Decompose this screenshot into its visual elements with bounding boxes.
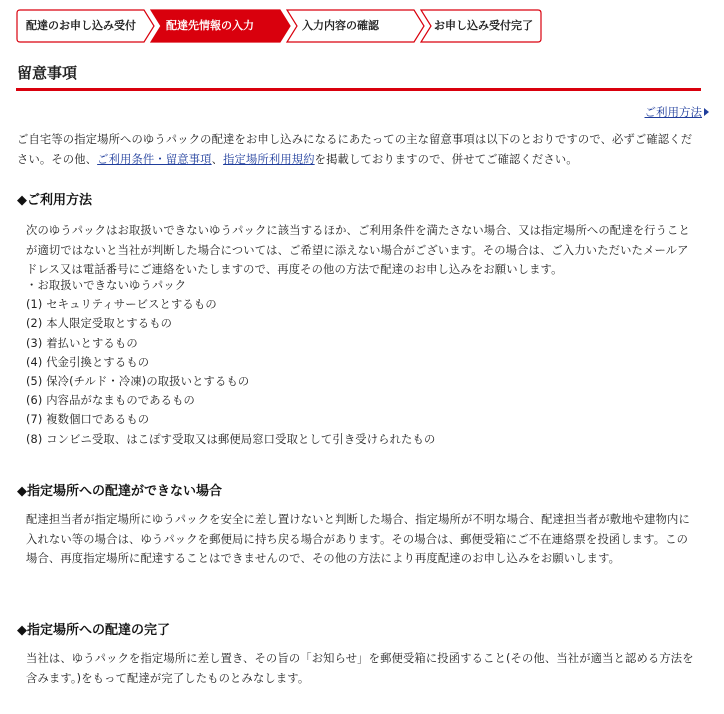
section-heading-completion: ◆指定場所への配達の完了 — [17, 623, 170, 638]
step-1 — [16, 9, 156, 43]
intro-text-1: ご自宅等の指定場所へのゆうパックの配達をお申し込みになるにあたっての主な留意事項は以下のとおりですので、必ずご確認ください。その他、 — [17, 133, 693, 166]
step-4-label: お申し込み受付完了 — [434, 19, 533, 32]
section-body-completion: 当社は、ゆうパックを指定場所に差し置き、その旨の「お知らせ」を郵便受箱に投函すること(その他、当社が適当と認める方法を含みます。)をもって配達が完了したものとみなします。 — [26, 652, 694, 685]
section-heading-undeliverable: ◆指定場所への配達ができない場合 — [17, 484, 222, 499]
designated-place-terms-link[interactable]: 指定場所利用規約 — [223, 153, 315, 166]
list-title: ・お取扱いできないゆうパック — [26, 279, 187, 292]
page-title: 留意事項 — [17, 64, 78, 82]
title-rule — [16, 88, 701, 91]
step-2 — [150, 9, 292, 43]
list-item: (3) 着払いとするもの — [26, 336, 138, 350]
list-item: (7) 複数個口であるもの — [26, 413, 150, 427]
intro-text-2: を掲載しておりますので、併せてご確認ください。 — [314, 153, 578, 166]
section-body-undeliverable: 配達担当者が指定場所にゆうパックを安全に差し置けないと判断した場合、指定場所が不明な場合、配達担当者が敷地や建物内に入れない等の場合は、ゆうパックを郵便局に持ち戻る場合があります。その場合は、郵便受箱にご不在連絡票を投函します。この場合、再度指定場所に配達することはできませんので、その他の方法により再度配達のお申し込みをお願いします。 — [26, 513, 690, 565]
step-4 — [420, 9, 542, 43]
usage-guide-link[interactable]: ご利用方法 — [644, 105, 702, 119]
list-item: (6) 内容品がなまものであるもの — [26, 394, 196, 408]
intro-text — [17, 130, 701, 170]
section-body-usage: 次のゆうパックはお取扱いできないゆうパックに該当するほか、ご利用条件を満たさない場合、又は指定場所への配達を行うことが適切ではないと当社が判断した場合については、ご希望に添えない場合がございます。その場合は、ご入力いただいたメールアドレス又は電話番号にご連絡をいたしますので、再度その他の方法で配達のお申し込みをお願いします。 — [26, 224, 690, 276]
arrow-right-icon — [704, 108, 709, 116]
list-item: (5) 保冷(チルド・冷凍)の取扱いとするもの — [26, 375, 250, 389]
step-2-label: 配達先情報の入力 — [166, 19, 254, 32]
step-1-label: 配達のお申し込み受付 — [26, 19, 136, 32]
list-item: (2) 本人限定受取とするもの — [26, 317, 173, 331]
list-item: (4) 代金引換とするもの — [26, 355, 150, 369]
intro-separator: 、 — [211, 153, 224, 166]
section-heading-usage: ◆ご利用方法 — [17, 193, 92, 208]
unsupported-list — [26, 276, 696, 449]
terms-link[interactable]: ご利用条件・留意事項 — [97, 153, 212, 166]
list-item: (1) セキュリティサービスとするもの — [26, 298, 217, 312]
step-3 — [286, 9, 426, 43]
step-indicator — [16, 9, 542, 43]
list-item: (8) コンビニ受取、はこぽす受取又は郵便局窓口受取として引き受けられたもの — [26, 432, 436, 446]
step-3-label: 入力内容の確認 — [302, 19, 379, 32]
